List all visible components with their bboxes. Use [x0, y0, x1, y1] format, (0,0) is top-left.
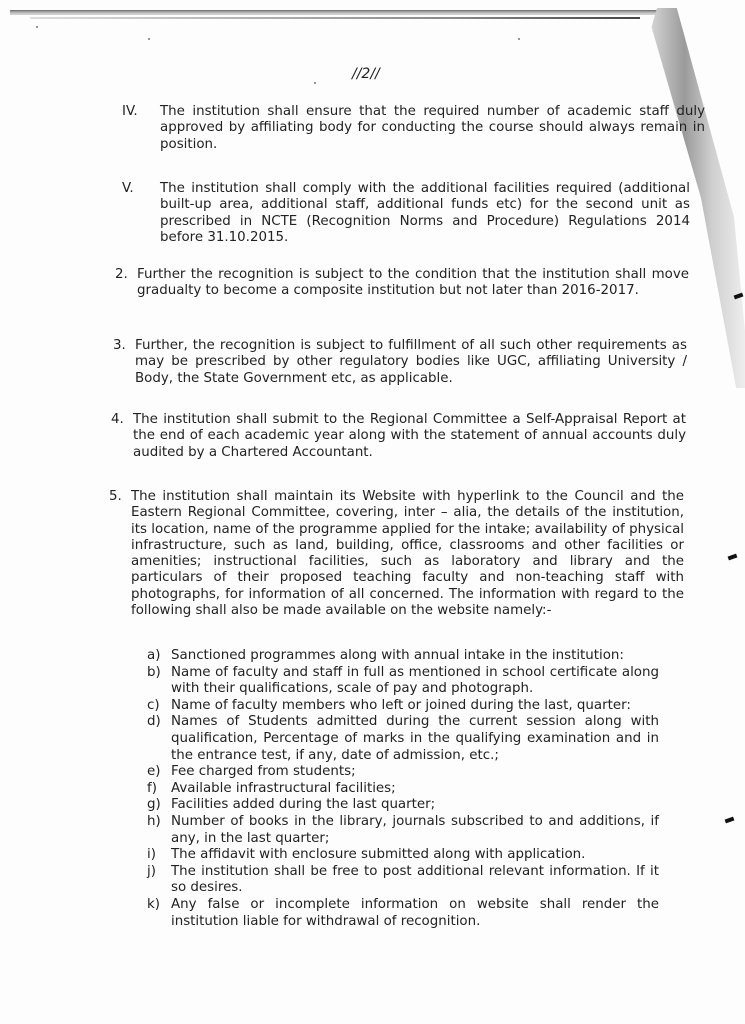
- page-number: //2//: [352, 66, 380, 82]
- list-label: i): [147, 847, 156, 863]
- scan-mark: [728, 554, 738, 561]
- list-label: e): [147, 764, 161, 780]
- list-label: h): [147, 813, 161, 829]
- list-item: [147, 864, 659, 897]
- list-label: k): [147, 896, 160, 912]
- list-label: c): [147, 697, 160, 713]
- list-label: g): [147, 797, 161, 813]
- list-text: Name of faculty and staff in full as mentioned in school certificate along with their qualifications, scale of pay and photograph.: [171, 664, 659, 697]
- clause-v: [122, 181, 690, 246]
- list-text: The institution shall be free to post additional relevant information. If it so desires.: [171, 863, 659, 896]
- list-text: Number of books in the library, journals subscribed to and additions, if any, in the last quarter;: [171, 813, 659, 846]
- clause-iv: [122, 104, 705, 153]
- list-text: Facilities added during the last quarter;: [171, 797, 436, 813]
- clause-text: Further, the recognition is subject to fulfillment of all such other requirements as may be prescribed by other regulatory bodies like UGC, affiliating University / Body, the State Government etc, as applicable.: [135, 338, 687, 386]
- list-item: [147, 665, 659, 698]
- clause-4: [111, 412, 686, 461]
- list-item: [147, 714, 659, 764]
- clause-label: 2.: [115, 267, 128, 282]
- list-item: [147, 648, 659, 665]
- clause-label: 4.: [111, 412, 124, 427]
- list-item: [147, 698, 659, 715]
- list-text: Name of faculty members who left or joined during the last, quarter:: [171, 697, 631, 713]
- clause-text: The institution shall submit to the Regional Committee a Self-Appraisal Report at the end of each academic year along with the statement of annual accounts duly audited by a Chartered Accountant.: [133, 412, 686, 460]
- clause-text: The institution shall comply with the additional facilities required (additional built-up area, additional staff, additional funds etc) for the second unit as prescribed in NCTE (Recognition Norms and Procedure) Regulations 2014 before 31.10.2015.: [160, 181, 690, 245]
- clause-5: [109, 489, 684, 619]
- clause-label: V.: [122, 181, 134, 196]
- list-label: j): [147, 863, 156, 879]
- list-item: [147, 814, 659, 847]
- list-item: [147, 847, 659, 864]
- list-label: f): [147, 780, 157, 796]
- scan-speck: [518, 38, 520, 40]
- clause-text: The institution shall ensure that the required number of academic staff duly approved by affiliating body for conducting the course should always remain in position.: [160, 104, 705, 152]
- clause-text: Further the recognition is subject to the condition that the institution shall move gradualty to become a composite institution but not later than 2016-2017.: [137, 267, 689, 299]
- clause-label: 5.: [109, 489, 122, 504]
- list-item: [147, 764, 659, 781]
- list-label: b): [147, 664, 161, 680]
- list-item: [147, 781, 659, 798]
- scan-speck: [314, 82, 316, 84]
- list-item: [147, 897, 659, 930]
- scan-speck: [148, 38, 150, 40]
- list-label: d): [147, 714, 161, 730]
- clause-2: [115, 267, 689, 300]
- list-label: a): [147, 648, 161, 663]
- list-text: Fee charged from students;: [171, 764, 356, 780]
- list-text: Any false or incomplete information on website shall render the institution liable for withdrawal of recognition.: [171, 896, 659, 929]
- scan-speck: [36, 26, 38, 28]
- list-item: [147, 797, 659, 814]
- clause-3: [113, 338, 687, 387]
- scan-mark: [725, 817, 735, 824]
- list-text: Names of Students admitted during the current session along with qualification, Percentage of marks in the qualifying examination and in the entrance test, if any, date of admission, etc.;: [171, 714, 659, 763]
- scan-top-edge: [10, 10, 665, 15]
- list-text: The affidavit with enclosure submitted along with application.: [171, 847, 586, 863]
- clause-text: The institution shall maintain its Website with hyperlink to the Council and the Eastern Regional Committee, covering, inter – alia, the details of the institution, its location, name of the programme applied for the intake; availability of physical infrastructure, such as land, building, office, classrooms and other facilities or amenities; instructional facilities, such as laboratory and library and the particulars of their proposed teaching faculty and non-teaching staff with photographs, for information of all concerned. The information with regard to the following shall also be made available on the website namely:-: [131, 489, 684, 619]
- website-info-list: [147, 648, 659, 930]
- clause-label: 3.: [113, 338, 126, 353]
- clause-label: IV.: [122, 104, 138, 119]
- list-text: Available infrastructural facilities;: [171, 780, 396, 796]
- scan-top-edge-shadow: [30, 17, 640, 19]
- list-text: Sanctioned programmes along with annual intake in the institution:: [171, 648, 624, 663]
